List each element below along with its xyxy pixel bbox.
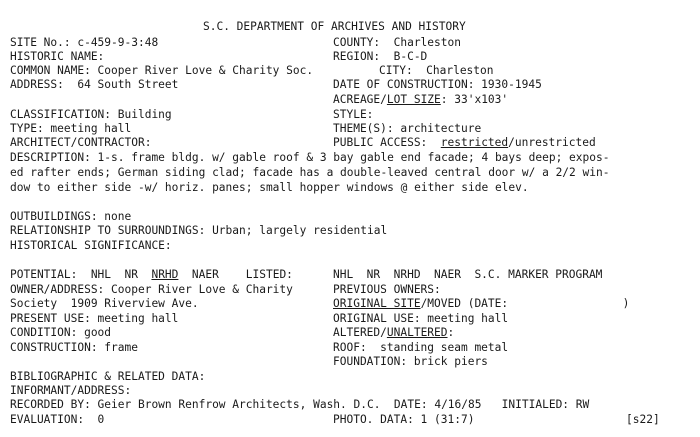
original-use: ORIGINAL USE: meeting hall (333, 312, 509, 325)
present-use: PRESENT USE: meeting hall (10, 312, 179, 325)
county: COUNTY: Charleston (333, 36, 461, 49)
historical-significance: HISTORICAL SIGNIFICANCE: (10, 239, 172, 252)
themes: THEME(S): architecture (333, 122, 482, 135)
site-number: SITE No.: c-459-9-3:48 (10, 36, 159, 49)
condition: CONDITION: good (10, 326, 112, 339)
potential-nrhd: NRHD (151, 268, 179, 281)
original-site-label: ORIGINAL SITE (333, 297, 421, 310)
type: TYPE: meeting hall (10, 122, 132, 135)
description-line-3: dow to either side -w/ horiz. panes; small hopper windows @ either side elev. (10, 181, 529, 194)
acreage-label: ACREAGE/ (333, 93, 387, 106)
public-access-restricted: restricted (440, 136, 509, 149)
city: CITY: Charleston (379, 64, 494, 77)
classification: CLASSIFICATION: Building (10, 108, 172, 121)
description-line-2: ed rafter ends; German siding clad; facade has a double-leaved central door w/ a 2/2 win- (10, 166, 610, 179)
evaluation: EVALUATION: 0 (10, 413, 105, 426)
owner-address-line-1: OWNER/ADDRESS: Cooper River Love & Charity (10, 283, 293, 296)
acreage (333, 93, 508, 106)
lot-size-label: LOT SIZE (386, 93, 441, 106)
informant-address: INFORMANT/ADDRESS: (10, 384, 132, 397)
potential (10, 268, 293, 281)
architect-contractor: ARCHITECT/CONTRACTOR: (10, 136, 152, 149)
original-site (333, 297, 629, 310)
roof: ROOF: standing seam metal (333, 341, 509, 354)
altered (333, 326, 454, 339)
common-name: COMMON NAME: Cooper River Love & Charity Soc. (10, 64, 314, 77)
previous-owners: PREVIOUS OWNERS: (333, 283, 441, 296)
listed-options: NHL NR NRHD NAER S.C. MARKER PROGRAM (333, 268, 603, 281)
bibliographic-data: BIBLIOGRAPHIC & RELATED DATA: (10, 370, 206, 383)
construction: CONSTRUCTION: frame (10, 341, 138, 354)
public-access-label: PUBLIC ACCESS: (333, 136, 441, 149)
public-access-unrestricted: /unrestricted (508, 136, 596, 149)
altered-label: ALTERED/ (333, 326, 387, 339)
photo-data: PHOTO. DATA: 1 (31:7) (333, 413, 475, 426)
public-access (333, 136, 596, 149)
unaltered-label: UNALTERED (386, 326, 448, 339)
lot-size-value: : 33'x103' (440, 93, 509, 106)
relationship-to-surroundings: RELATIONSHIP TO SURROUNDINGS: Urban; largely residential (10, 224, 388, 237)
description-line-1: DESCRIPTION: 1-s. frame bldg. w/ gable roof & 3 bay gable end facade; 4 bays deep; expos- (10, 151, 610, 164)
altered-colon: : (447, 326, 455, 339)
potential-label: POTENTIAL: NHL NR (10, 268, 152, 281)
historic-name: HISTORIC NAME: (10, 50, 105, 63)
outbuildings: OUTBUILDINGS: none (10, 210, 132, 223)
foundation: FOUNDATION: brick piers (333, 355, 488, 368)
date-of-construction: DATE OF CONSTRUCTION: 1930-1945 (333, 78, 542, 91)
style: STYLE: (333, 108, 374, 121)
department-header: S.C. DEPARTMENT OF ARCHIVES AND HISTORY (203, 20, 466, 33)
recorded-by: RECORDED BY: Geier Brown Renfrow Architects, Wash. D.C. DATE: 4/16/85 INITIALED: RW (10, 398, 590, 411)
reference-code: [s22] (626, 413, 660, 426)
potential-rest: NAER LISTED: (178, 268, 293, 281)
region: REGION: B-C-D (333, 50, 428, 63)
address: ADDRESS: 64 South Street (10, 78, 179, 91)
owner-address-line-2: Society 1909 Riverview Ave. (10, 297, 199, 310)
moved-date: /MOVED (DATE: ) (420, 297, 630, 310)
